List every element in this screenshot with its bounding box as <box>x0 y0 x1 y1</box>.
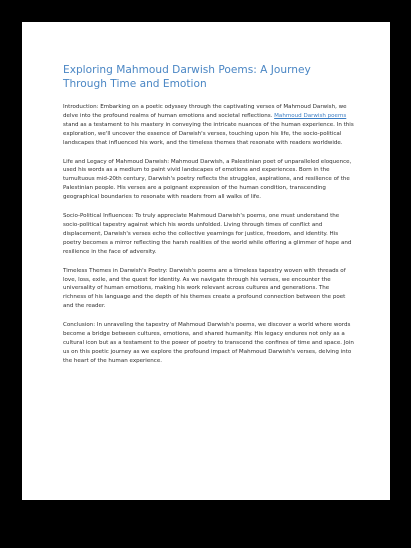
intro-text-before-link: Introduction: Embarking on a poetic odyssey through the captivating verses of Mahmoud Darwish, we delve into the profound realms of human emotions and societal reflections. <box>63 104 347 119</box>
intro-text-after-link: stand as a testament to his mastery in conveying the intricate nuances of the human experience. In this exploration, we'll uncover the essence of Darwish's verses, touching upon his life, the socio-political landscapes that influenced his work, and the timeless themes that resonate with readers worldwide. <box>63 121 354 146</box>
life-legacy-paragraph: Life and Legacy of Mahmoud Darwish: Mahmoud Darwish, a Palestinian poet of unparalleled eloquence, used his words as a medium to paint vivid landscapes of emotions and experiences. Born in the tumultuous mid-20th century, Darwish's poetry reflects the struggles, aspirations, and resilience of the Palestinian people. His verses are a poignant expression of the human condition, transcending geographical boundaries to resonate with readers from all walks of life. <box>63 158 352 201</box>
intro-paragraph <box>63 103 354 148</box>
socio-political-paragraph: Socio-Political Influences: To truly appreciate Mahmoud Darwish's poems, one must understand the socio-political tapestry against which his words unfolded. Living through times of conflict and displacement, Darwish's verses echo the collective yearnings for justice, freedom, and identity. His poetry becomes a mirror reflecting the harsh realities of the world while offering a glimmer of hope and resilience in the face of adversity. <box>63 213 352 255</box>
timeless-themes-paragraph: Timeless Themes in Darwish's Poetry: Darwish's poems are a timeless tapestry woven with threads of love, loss, exile, and the quest for identity. As we navigate through his verses, we encounter the universality of human emotions, making his work relevant across cultures and generations. The richness of his language and the depth of his themes create a profound connection between the poet and the reader. <box>63 267 346 310</box>
document-title: Exploring Mahmoud Darwish Poems: A Journey Through Time and Emotion <box>63 64 311 90</box>
conclusion-paragraph: Conclusion: In unraveling the tapestry of Mahmoud Darwish's poems, we discover a world where words become a bridge between cultures, emotions, and shared humanity. His legacy endures not only as a cultural icon but as a testament to the power of poetry to transcend the confines of time and space. Join us on this poetic journey as we explore the profound impact of Mahmoud Darwish's verses, delving into the heart of the human experience. <box>63 322 354 364</box>
document-page <box>22 22 390 500</box>
mahmoud-darwish-poems-link[interactable]: Mahmoud Darwish poems <box>274 112 347 119</box>
